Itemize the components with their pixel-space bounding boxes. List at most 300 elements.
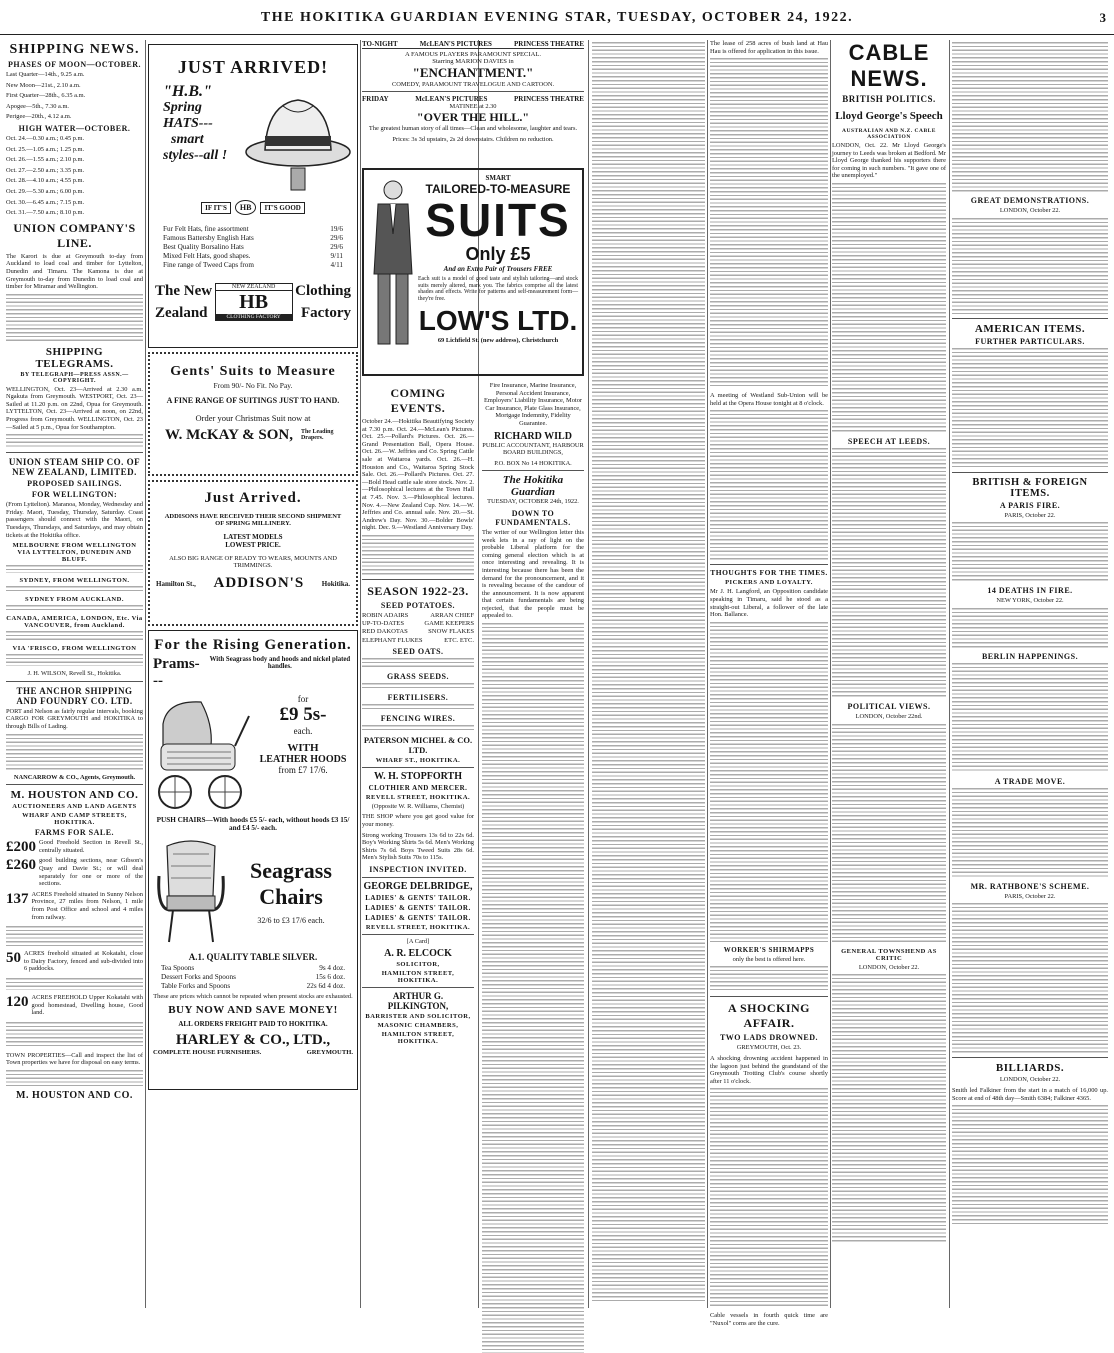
- silver-title: A.1. QUALITY TABLE SILVER.: [188, 952, 318, 962]
- listing: [6, 950, 143, 976]
- pilkington-title: BARRISTER AND SOLICITOR,: [365, 1013, 471, 1021]
- text-block: [952, 42, 1108, 192]
- high-water-line: Oct. 24.—0.30 a.m.; 0.45 p.m.: [6, 134, 85, 142]
- addison-l4: ALSO BIG RANGE OF READY TO WEARS, MOUNTS AND TRIMMINGS.: [169, 555, 337, 569]
- variety-row: [362, 637, 474, 645]
- price-value: 9/11: [330, 252, 343, 260]
- divider: [710, 564, 828, 565]
- shipping-title: SHIPPING NEWS.: [9, 42, 140, 57]
- wild-sub: PUBLIC ACCOUNTANT, HARBOUR BOARD BUILDINGS,: [482, 441, 584, 457]
- divider: [482, 470, 584, 471]
- with-label: WITH: [287, 742, 319, 754]
- princess-label: PRINCESS THEATRE: [514, 40, 584, 48]
- townshend-place: LONDON, October 22.: [858, 963, 920, 971]
- variety: ROBIN ADAIRS: [362, 611, 409, 619]
- lows-firm: LOW'S LTD.: [418, 305, 578, 337]
- shirts-title: WORKER'S SHIRMAPPS: [723, 945, 815, 954]
- text-block: [6, 586, 143, 592]
- lows-text: Each suit is a model of good taste and stylish tailoring—and stock suits merely altered, mark you. The fabrics comprise all the latest shades and effects. Write for patterns and self-measurement form—they're free.: [418, 276, 578, 302]
- uss-sub: PROPOSED SAILINGS.: [27, 479, 122, 489]
- harley-firm-sub: COMPLETE HOUSE FURNISHERS.: [153, 1048, 262, 1056]
- mcleans-label: McLEAN'S PICTURES: [415, 95, 488, 103]
- text-block: [6, 434, 143, 448]
- silver-price: 9s 4 doz.: [319, 964, 345, 972]
- listing-price: £260: [6, 857, 36, 874]
- stopforth-street: REVELL STREET, HOKITIKA.: [365, 793, 471, 801]
- text-block: [952, 903, 1108, 1053]
- price-row: [163, 234, 343, 243]
- stopforth-firm: W. H. STOPFORTH: [373, 770, 462, 782]
- column-events: [362, 382, 474, 1308]
- cable-assoc: AUSTRALIAN AND N.Z. CABLE ASSOCIATION: [842, 128, 936, 140]
- extra-trousers: And an Extra Pair of Trousers FREE: [443, 265, 553, 273]
- stopforth-shop: THE SHOP where you get good value for your money.: [362, 813, 474, 828]
- divider: [6, 681, 143, 682]
- pictures-adverts: [362, 40, 584, 164]
- comedy-line: COMEDY, PARAMOUNT TRAVELOGUE AND CARTOON.: [391, 81, 555, 88]
- text-block: [952, 663, 1108, 773]
- town-properties: TOWN PROPERTIES—Call and inspect the list of Town properties we have for disposal on easy terms.: [6, 1051, 143, 1067]
- addison-advert: [148, 480, 358, 626]
- column-rule: [588, 40, 589, 1308]
- addison-title: Just Arrived.: [204, 490, 302, 506]
- divider: [362, 877, 474, 878]
- harley-footer: [153, 1049, 353, 1056]
- text-block: [6, 565, 143, 573]
- mckay-range: A FINE RANGE OF SUITINGS JUST TO HAND.: [166, 395, 340, 405]
- film-enchantment: "ENCHANTMENT.": [412, 65, 534, 80]
- shock-text: A shocking drowning accident happened in the lagoon just behind the grandstand of the Greymouth Trotting Club's course shortly after 11 o'clock.: [710, 1054, 828, 1085]
- text-block: [6, 978, 143, 990]
- column-rule: [949, 40, 950, 1308]
- text-block: [952, 788, 1108, 878]
- grass-seeds: GRASS SEEDS.: [386, 671, 450, 681]
- union-line-text: The Karori is due at Greymouth to-day from Auckland to load coal and timber for Lyttelton, Dunedin and Timaru. The Kamona is due at Greymouth to-day from Dunedin to load coal and timber for Miramar and Wellington.: [6, 252, 143, 291]
- political-place: LONDON, October 22nd.: [855, 712, 923, 720]
- masthead: [0, 6, 1114, 35]
- price-item: Fine range of Tweed Caps from: [163, 261, 254, 269]
- listing-price: £200: [6, 839, 36, 856]
- friday-header: [362, 95, 584, 103]
- listing-price: 120: [6, 993, 29, 1010]
- for-wellington: FOR WELLINGTON:: [31, 490, 118, 500]
- price-item: Mixed Felt Hats, good shapes.: [163, 252, 251, 260]
- leather-label: LEATHER HOODS: [259, 754, 347, 765]
- listing: [6, 857, 143, 890]
- leather-price: from £7 17/6.: [278, 765, 328, 775]
- harley-town: GREYMOUTH.: [306, 1048, 353, 1056]
- text-block: [6, 734, 143, 770]
- shock-place: GREYMOUTH, Oct. 23.: [736, 1044, 802, 1052]
- hat-line: HATS---: [163, 116, 213, 131]
- mckay-firm-sub: The Leading Drapers.: [300, 429, 334, 442]
- listing-price: 50: [6, 950, 21, 967]
- divider: [6, 452, 143, 453]
- editorial-title: DOWN TO FUNDAMENTALS.: [495, 508, 571, 527]
- berlin-happenings: BERLIN HAPPENINGS.: [981, 651, 1079, 661]
- prices: Prices: 3s 3d upstairs, 2s 2d downstairs. Children no reduction.: [392, 135, 554, 143]
- houston-title: M. HOUSTON AND CO.: [10, 789, 139, 802]
- factory-left: [155, 280, 212, 324]
- masthead-title: THE HOKITIKA GUARDIAN EVENING STAR, TUESDAY, OCTOBER 24, 1922.: [260, 10, 854, 25]
- billiards-place: LONDON, October 22.: [999, 1076, 1061, 1084]
- logo-mid: HB: [239, 291, 269, 313]
- american-items: AMERICAN ITEMS.: [974, 322, 1086, 335]
- prams-sub: With Seagrass body and hoods and nickel plated handles.: [209, 656, 351, 670]
- stopforth-sub: CLOTHIER AND MERCER.: [368, 783, 468, 792]
- zealand: Zealand: [155, 305, 208, 321]
- cable-nuxol: Cable vessels in fourth quick time are "Nuxol" corns are the cure.: [710, 1312, 828, 1327]
- chairs-label: Chairs: [259, 883, 323, 909]
- silver-row: [161, 982, 345, 991]
- tailored-label: TAILORED-TO-MEASURE: [425, 182, 571, 196]
- editorial-date: TUESDAY, OCTOBER 24th, 1922.: [487, 498, 579, 506]
- listing: [6, 994, 143, 1020]
- listing-text: Good Freehold Section in Revell St., centrally situated.: [39, 839, 143, 854]
- price-value: 29/6: [330, 243, 343, 251]
- divider: [6, 784, 143, 785]
- moon-line: Apogee—5th., 7.30 a.m.: [6, 102, 70, 110]
- column-rule: [830, 40, 831, 1308]
- nz-clothing-factory: [153, 274, 353, 330]
- listing: [6, 839, 143, 857]
- melbourne-route: MELBOURNE FROM WELLINGTON VIA LYTTELTON, DUNEDIN AND BLUFF.: [12, 542, 137, 564]
- price-value: 4/11: [330, 261, 343, 269]
- harley-title: For the Rising Generation.: [154, 637, 352, 653]
- text-block: [832, 724, 946, 944]
- seed-oats: SEED OATS.: [392, 646, 444, 656]
- text-block: [6, 1022, 143, 1048]
- anchor-agent: NANCARROW & CO., Agents, Greymouth.: [13, 773, 136, 781]
- starring: Starring MARION DAVIES in: [432, 58, 514, 65]
- text-block: [362, 725, 474, 731]
- only-price: Only £5: [465, 244, 531, 264]
- season-title: SEASON 1922-23.: [367, 583, 469, 598]
- addison-firm: ADDISON'S: [213, 575, 305, 591]
- logo-bot: CLOTHING FACTORY: [216, 314, 292, 320]
- text-block: [832, 183, 946, 433]
- suits-label: SUITS: [425, 194, 571, 246]
- text-block: [362, 704, 474, 710]
- further-particulars: FURTHER PARTICULARS.: [975, 336, 1085, 346]
- chairs-copy: [229, 858, 353, 925]
- houston-sub2: WHARF AND CAMP STREETS, HOKITIKA.: [22, 812, 127, 827]
- lows-body: [368, 174, 578, 354]
- thoughts-text: Mr J. H. Langford, an Opposition candidate speaking in Timaru, said he stood as a straight-out Liberal, a follower of the late Hon. Ballance.: [710, 588, 828, 619]
- text-block: [362, 658, 474, 668]
- delbridge-street: REVELL STREET, HOKITIKA.: [365, 923, 471, 931]
- uss-text: (From Lyttelton). Maranoa, Monday, Wednesday and Friday. Maori, Tuesday, Thursday, Saturday. Coast passengers should connect with the Maori, on Tuesdays, Thursdays, and Saturdays, and may obtain tickets at the Hokitika office.: [6, 501, 143, 539]
- text-block: [710, 410, 828, 560]
- film-over-the-hill: "OVER THE HILL.": [416, 110, 530, 124]
- addison-street: Hamilton St.,: [156, 579, 196, 588]
- variety-row: [362, 620, 474, 628]
- speech-leeds: SPEECH AT LEEDS.: [847, 436, 931, 446]
- high-water-line: Oct. 26.—1.55 a.m.; 2.10 p.m.: [6, 156, 85, 164]
- text-block: [952, 608, 1108, 648]
- elcock-solicitor: SOLICITOR,: [396, 961, 440, 969]
- silver-row: [161, 964, 345, 973]
- uss-title: UNION STEAM SHIP CO. OF NEW ZEALAND, LIMITED.: [8, 457, 141, 478]
- hat-advert: [148, 44, 358, 348]
- stopforth-items: Strong working Trousers 13s 6d to 22s 6d. Boy's Working Shirts 5s 6d. Men's Working Shirts 7s 6d. Boys Tweed Suits 28s 6d. Men's Stylish Suits 70s to 115s.: [362, 831, 474, 862]
- high-water-title: HIGH WATER—OCTOBER.: [18, 123, 131, 133]
- variety: ARRAN CHIEF: [430, 611, 474, 619]
- divider: [362, 987, 474, 988]
- telegrams-title: SHIPPING TELEGRAMS.: [35, 345, 114, 370]
- silver-row: [161, 973, 345, 982]
- price-row: [163, 225, 343, 234]
- masonic-chambers: MASONIC CHAMBERS,: [377, 1022, 459, 1030]
- badge-left: IF IT'S: [201, 202, 231, 214]
- factory-right: [295, 280, 351, 324]
- political-views: POLITICAL VIEWS.: [847, 701, 931, 711]
- shirts-sub: only the best is offered here.: [732, 955, 806, 963]
- high-water-line: Oct. 29.—5.30 a.m.; 6.00 p.m.: [6, 187, 85, 195]
- smart-label: SMART: [485, 174, 511, 182]
- prams-label: Prams---: [153, 656, 200, 689]
- each-label: each.: [293, 726, 313, 736]
- demonstrations-place: LONDON, October 22.: [999, 207, 1061, 214]
- houston-sub: AUCTIONEERS AND LAND AGENTS: [12, 803, 137, 811]
- addison-l2: LATEST MODELS: [223, 533, 283, 541]
- column-news-2: [710, 40, 828, 1327]
- text-block: [952, 1105, 1108, 1225]
- the-new: The New: [155, 283, 213, 299]
- divider: [362, 767, 474, 768]
- price-value: 29/6: [330, 234, 343, 242]
- column-editorial: [482, 382, 584, 1308]
- badge-right: IT'S GOOD: [260, 202, 304, 214]
- pictures-header: [362, 40, 584, 49]
- billiards-title: BILLIARDS.: [995, 1062, 1065, 1075]
- friday-label: FRIDAY: [362, 95, 389, 103]
- cable-text: LONDON, Oct. 22. Mr Lloyd George's journey to Leeds was broken at Bedford. Mr Lloyd George thanked his supporters there for coming in such numbers. "It gave one of the unemployed.": [832, 142, 946, 180]
- hat-line: Spring: [163, 100, 202, 115]
- listing-text: ACRES Freehold situated in Sunny Nelson Province, 27 miles from Nelson, 1 mile from Post Office and school and 4 miles from railway.: [31, 890, 143, 921]
- text-block: [482, 623, 584, 1353]
- stopforth-opp: (Opposite W. R. Williams, Chemist): [371, 802, 465, 810]
- mcleans-label: McLEAN'S PICTURES: [419, 40, 492, 48]
- sydney-route: SYDNEY, FROM WELLINGTON.: [19, 577, 130, 585]
- listing: [6, 891, 143, 924]
- addison-footer: [156, 575, 350, 592]
- moon-line: Perigee—20th., 4.12 a.m.: [6, 113, 72, 121]
- anchor-text: PORT and Nelson as fairly regular intervals, booking CARGO FOR GREYMOUTH and HOKITIKA to through Bills of Lading.: [6, 707, 143, 730]
- trade-move: A TRADE MOVE.: [994, 776, 1066, 786]
- coming-events-title: COMING EVENTS.: [390, 386, 446, 415]
- hat-brand: "H.B.": [163, 83, 212, 100]
- clothing: Clothing: [295, 283, 351, 299]
- matinee: MATINEE at 2.30: [449, 103, 497, 110]
- moon-line: First Quarter—28th., 6.35 a.m.: [6, 92, 86, 100]
- freight-note: ALL ORDERS FREIGHT PAID TO HOKITIKA.: [178, 1019, 328, 1028]
- divider: [952, 1057, 1108, 1058]
- text-block: [710, 1088, 828, 1308]
- text-block: [952, 348, 1108, 468]
- addison-town: Hokitika.: [321, 579, 350, 588]
- high-water-line: Oct. 31.—7.50 a.m.; 8.10 p.m.: [6, 209, 85, 217]
- houston-footer: M. HOUSTON AND CO.: [16, 1089, 133, 1101]
- deaths-fire: 14 DEATHS IN FIRE.: [987, 586, 1073, 596]
- high-water-line: Oct. 25.—1.05 a.m.; 1.25 p.m.: [6, 145, 85, 153]
- pram-icon: [153, 694, 253, 812]
- union-line-title: UNION COMPANY'S LINE.: [13, 220, 136, 250]
- telegrams-sub: BY TELEGRAPH—PRESS ASSN.—COPYRIGHT.: [20, 371, 129, 384]
- variety: ELEPHANT FLUKES: [362, 636, 423, 644]
- page-number: 3: [1099, 10, 1106, 25]
- pram-body: [153, 694, 353, 812]
- listing-text: ACRES freehold situated at Kokatahi, close to Dairy Factory, fenced and sub-divided into 6 paddocks.: [24, 950, 143, 973]
- silver-item: Table Forks and Spoons: [161, 982, 231, 990]
- lows-address: 69 Lichfield St. (new address), Christchurch: [437, 337, 559, 345]
- silver-note: These are prices which cannot be repeated when present stocks are exhausted.: [153, 993, 353, 1000]
- mckay-fit: From 90/- No Fit. No Pay.: [213, 381, 293, 390]
- divider: [362, 579, 474, 580]
- chairs-row: [153, 836, 353, 946]
- variety-row: [362, 628, 474, 636]
- seagrass-chair-icon: [153, 836, 229, 946]
- text-block: [362, 535, 474, 575]
- editorial-text: The writer of our Wellington letter this week lets in a ray of light on the probable Liberal platform for the coming general election which is at once interesting and revealing. It is interesting because there has been the demand for the pronouncement, and it is revealing because of the candour of the announcement. It is now apparent that certain fundamentals are being rejected, that the people must be appealed to.: [482, 528, 584, 620]
- text-block: [6, 631, 143, 641]
- silver-price: 15s 6 doz.: [315, 973, 345, 981]
- billiards-text: Smith led Falkiner from the start in a match of 16,000 up. Score at end of 48th day—Smith 6384; Falkiner 4365.: [952, 1086, 1108, 1102]
- listing-price: 137: [6, 890, 29, 907]
- mckay-firm: W. McKAY & SON,: [165, 426, 293, 443]
- famous-players: A FAMOUS PLAYERS PARAMOUNT SPECIAL.: [404, 51, 542, 58]
- moon-line: New Moon—21st., 2.10 a.m.: [6, 81, 81, 89]
- hat-body: [153, 84, 353, 194]
- price-row: [163, 261, 343, 270]
- column-ads: [148, 40, 358, 1308]
- elcock-name: A. R. ELCOCK: [384, 948, 452, 960]
- pram-price: £9 5s-: [279, 704, 327, 725]
- high-water-line: Oct. 30.—6.45 a.m.; 7.15 p.m.: [6, 198, 85, 206]
- townshend-title: GENERAL TOWNSHEND AS CRITIC: [841, 947, 937, 962]
- hat-illustration-icon: [243, 84, 353, 194]
- column-rule: [360, 40, 361, 1308]
- text-block: [710, 966, 828, 992]
- meeting-notice: A meeting of Westland Sub-Union will be held at the Opera House tonight at 8 o'clock.: [710, 392, 828, 407]
- telegrams-text: WELLINGTON, Oct. 23—Arrived at 2.30 a.m. Ngakuta from Greymouth. WESTPORT, Oct. 23—Sailed at 11.20 p.m. on 22nd, Opua for Greymouth. LYTTELTON, Oct. 23—Arrived at noon, on 22nd, Progress from Greymouth. WELLINGTON, Oct. 23—Sailed at 5 p.m., Opua for Southampton.: [6, 385, 143, 431]
- for-label: for: [297, 694, 309, 704]
- text-block: [710, 622, 828, 942]
- text-block: [832, 448, 946, 698]
- mckay-advert: [148, 352, 358, 476]
- mckay-title: Gents' Suits to Measure: [170, 364, 336, 379]
- farms-for-sale: FARMS FOR SALE.: [34, 828, 115, 838]
- push-chairs: PUSH CHAIRS—With hoods £5 5/- each, without hoods £3 15/ and £4 5/- each.: [156, 816, 350, 832]
- divider: [952, 472, 1108, 473]
- text-block: [592, 42, 705, 1302]
- silver-item: Tea Spoons: [161, 964, 195, 972]
- divider: [952, 318, 1108, 319]
- british-politics: BRITISH POLITICS.: [842, 94, 936, 104]
- canada-route: CANADA, AMERICA, LONDON, Etc. Via VANCOUVER, from Auckland.: [6, 615, 143, 630]
- text-block: [6, 654, 143, 666]
- variety: SNOW FLAKES: [428, 628, 474, 636]
- moon-title: PHASES OF MOON—OCTOBER.: [7, 60, 142, 69]
- cable-title: CABLE NEWS.: [848, 40, 930, 91]
- text-block: [6, 926, 143, 946]
- high-water-line: Oct. 27.—2.50 a.m.; 3.35 p.m.: [6, 166, 85, 174]
- hat-line: styles--all !: [163, 148, 228, 163]
- seagrass-label: Seagrass: [250, 857, 332, 883]
- shock-title: A SHOCKING AFFAIR.: [727, 1001, 810, 1031]
- thoughts-sub: PICKERS AND LOYALTY.: [725, 579, 813, 587]
- wild-text: Fire Insurance, Marine Insurance, Personal Accident Insurance, Employers' Liability Insurance, Motor Car Insurance, Plate Glass Insurance, Mortgage Indemnity, Fidelity Guarantee.: [483, 382, 583, 427]
- price-item: Best Quality Borsalino Hats: [163, 243, 244, 251]
- text-block: [6, 605, 143, 611]
- column-cable-news: [832, 40, 946, 1308]
- delbridge-line: LADIES' & GENTS' TAILOR.: [365, 893, 471, 902]
- column-rule: [707, 40, 708, 1308]
- delbridge-firm: GEORGE DELBRIDGE,: [363, 880, 473, 892]
- frisco-route: VIA 'FRISCO, FROM WELLINGTON: [12, 645, 137, 653]
- price-item: Famous Battersby English Hats: [163, 234, 254, 242]
- lows-copy: [418, 174, 578, 354]
- hat-copy: [153, 84, 243, 194]
- divider: [362, 934, 474, 935]
- buy-now: BUY NOW AND SAVE MONEY!: [168, 1003, 338, 1016]
- harley-advert: [148, 630, 358, 1090]
- shock-sub: TWO LADS DROWNED.: [719, 1033, 819, 1043]
- paterson-sub: WHARF ST., HOKITIKA.: [375, 756, 461, 764]
- anchor-title: THE ANCHOR SHIPPING AND FOUNDRY CO. LTD.: [16, 685, 133, 706]
- variety: ETC. ETC.: [444, 636, 474, 644]
- paris-place: PARIS, October 22.: [1004, 511, 1056, 519]
- prams-row: [153, 656, 353, 690]
- column-news-1: [592, 40, 705, 1308]
- film-text: The greatest human story of all times—Clean and wholesome, laughter and tears.: [368, 125, 578, 132]
- pram-pricing: [253, 694, 353, 812]
- text-block: [362, 683, 474, 689]
- variety-row: [362, 612, 474, 620]
- chair-price: 32/6 to £3 17/6 each.: [257, 915, 325, 925]
- silver-list: [153, 962, 353, 993]
- deaths-place: NEW YORK, October 22.: [996, 597, 1064, 605]
- lows-advert: [362, 168, 584, 376]
- shipping-agent: J. H. WILSON, Revell St., Hokitika.: [27, 670, 122, 678]
- addison-l1: ADDISONS HAVE RECEIVED THEIR SECOND SHIPMENT OF SPRING MILLINERY.: [164, 513, 342, 527]
- variety: UP-TO-DATES: [362, 620, 405, 628]
- listing-text: ACRES FREEHOLD Upper Kokatahi with good homestead, Dwelling house, Good land.: [31, 993, 143, 1017]
- a-card: [A Card]: [406, 937, 430, 945]
- price-row: [163, 252, 343, 261]
- paper-title: The Hokitika Guardian: [502, 474, 564, 499]
- pilkington-name: ARTHUR G. PILKINGTON,: [387, 991, 449, 1012]
- delbridge-line: LADIES' & GENTS' TAILOR.: [365, 913, 471, 922]
- tonight-label: TO-NIGHT: [362, 40, 398, 48]
- seed-potatoes: SEED POTATOES.: [380, 600, 456, 610]
- variety: GAME KEEPERS: [424, 620, 474, 628]
- silver-price: 22s 6d 4 doz.: [306, 982, 345, 990]
- logo-top: NEW ZEALAND: [216, 284, 292, 291]
- text-block: [952, 218, 1108, 314]
- wild-box: P.O. BOX No 14 HOKITIKA.: [494, 459, 572, 467]
- lease-notice: The lease of 258 acres of bush land at Hau Hau is offered for application in this issue.: [710, 40, 828, 55]
- demonstrations-title: GREAT DEMONSTRATIONS.: [970, 196, 1090, 205]
- elcock-address: HAMILTON STREET, HOKITIKA.: [381, 970, 455, 985]
- text-block: [710, 58, 828, 388]
- paris-fire: A PARIS FIRE.: [999, 500, 1061, 510]
- hat-headline: JUST ARRIVED!: [177, 57, 329, 77]
- harley-firm: HARLEY & CO., LTD.,: [175, 1031, 331, 1048]
- hat-price-list: [153, 221, 353, 274]
- fertilisers: FERTILISERS.: [387, 692, 449, 702]
- listing-text: good building sections, near Gibson's Quay and Davie St.; or will deal separately for one or more of the sections.: [39, 857, 143, 888]
